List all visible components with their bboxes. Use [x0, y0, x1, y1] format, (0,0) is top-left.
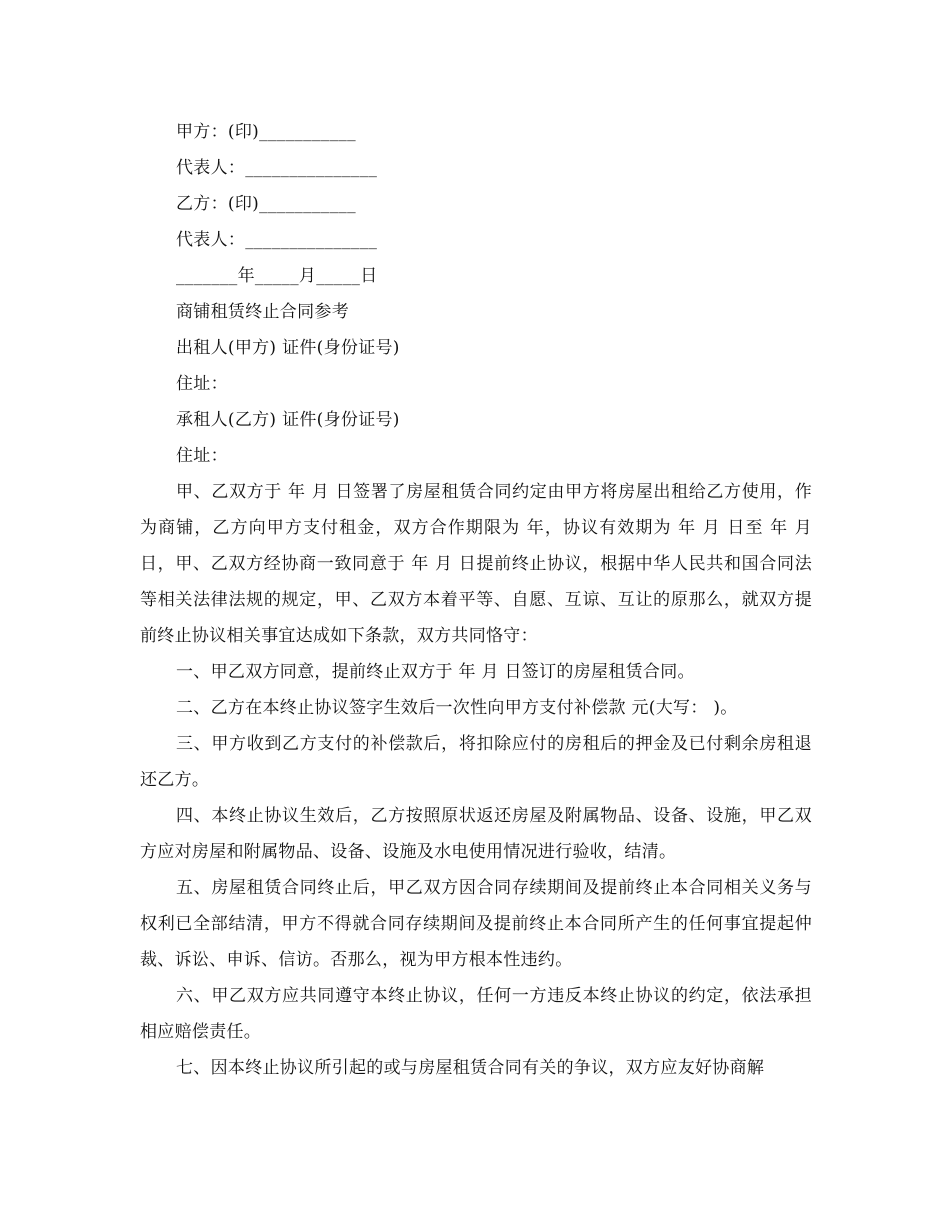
clause-3: 三、甲方收到乙方支付的补偿款后，将扣除应付的房租后的押金及已付剩余房租退还乙方。 [140, 734, 812, 790]
clause-2: 二、乙方在本终止协议签字生效后一次性向甲方支付补偿款 元(大写： )。 [176, 698, 738, 718]
contract-title: 商铺租赁终止合同参考 [176, 302, 349, 322]
document-body [140, 114, 812, 1086]
party-a-representative-line: 代表人：_______________ [176, 158, 378, 178]
lessor-address-line: 住址： [176, 374, 228, 394]
party-b-representative-line: 代表人：_______________ [176, 230, 378, 250]
preamble-paragraph: 甲、乙双方于 年 月 日签署了房屋租赁合同约定由甲方将房屋出租给乙方使用，作为商铺，乙方向甲方支付租金，双方合作期限为 年，协议有效期为 年 月 日至 年 月 日，甲、乙双方经协商一致同意于 年 月 日提前终止协议，根据中华人民共和国合同法等相关法律法规的规定，甲、乙双方本着平等、自愿、互谅、互让的原那么，就双方提前终止协议相关事宜达成如下条款，双方共同恪守： [140, 482, 812, 646]
clause-6: 六、甲乙双方应共同遵守本终止协议，任何一方违反本终止协议的约定，依法承担相应赔偿责任。 [140, 986, 812, 1042]
signature-date-line: _______年_____月_____日 [176, 266, 378, 286]
party-a-seal-line: 甲方：(印)___________ [176, 122, 356, 142]
clause-7: 七、因本终止协议所引起的或与房屋租赁合同有关的争议，双方应友好协商解 [176, 1058, 765, 1078]
clause-4: 四、本终止协议生效后，乙方按照原状返还房屋及附属物品、设备、设施，甲乙双方应对房屋和附属物品、设备、设施及水电使用情况进行验收，结清。 [140, 806, 812, 862]
lessee-line: 承租人(乙方) 证件(身份证号) [176, 410, 400, 430]
lessee-address-line: 住址： [176, 446, 228, 466]
lessor-line: 出租人(甲方) 证件(身份证号) [176, 338, 400, 358]
clause-5: 五、房屋租赁合同终止后，甲乙双方因合同存续期间及提前终止本合同相关义务与权利已全部结清，甲方不得就合同存续期间及提前终止本合同所产生的任何事宜提起仲裁、诉讼、申诉、信访。否那么，视为甲方根本性违约。 [140, 878, 812, 970]
party-b-seal-line: 乙方：(印)___________ [176, 194, 356, 214]
clause-1: 一、甲乙双方同意，提前终止双方于 年 月 日签订的房屋租赁合同。 [176, 662, 695, 682]
